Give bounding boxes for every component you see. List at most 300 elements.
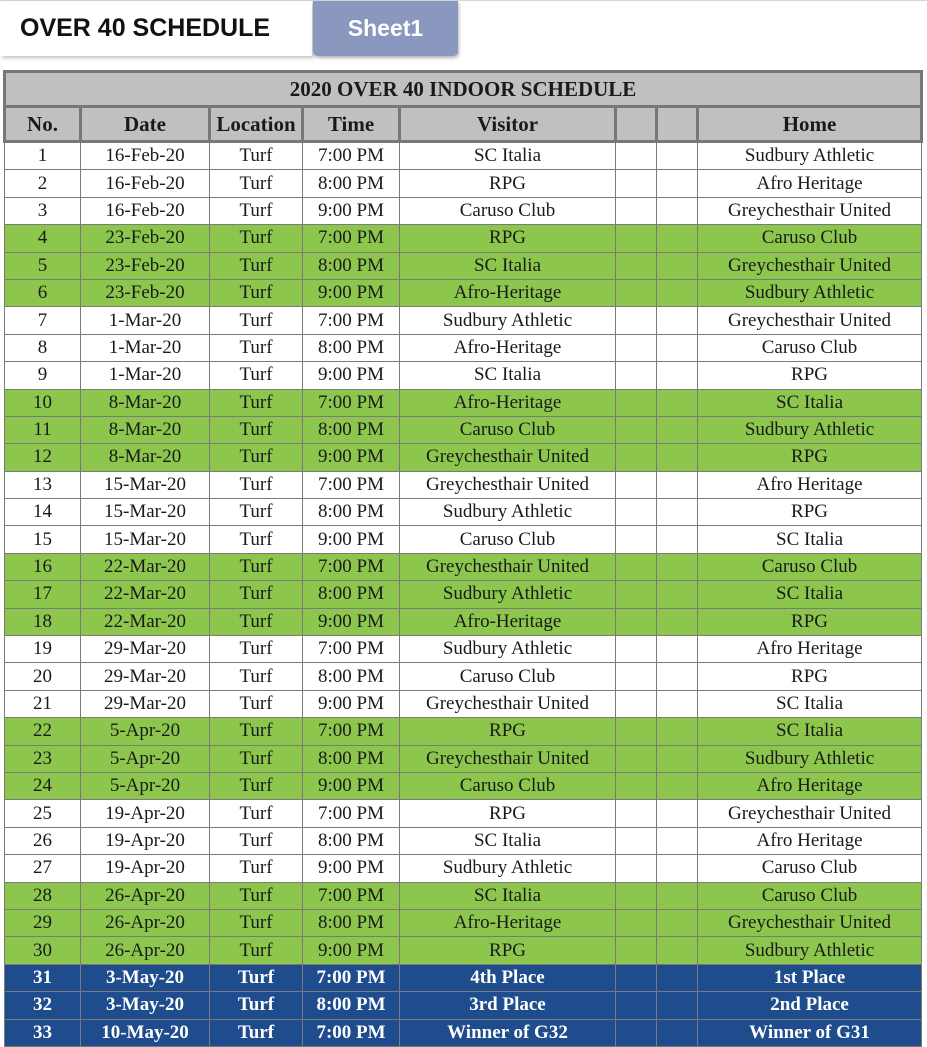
cell-visitor[interactable]: Caruso Club [400, 526, 616, 553]
cell-location[interactable]: Turf [210, 964, 303, 991]
cell-visitor[interactable]: Greychesthair United [400, 553, 616, 580]
cell-blank-1[interactable] [616, 252, 657, 279]
cell-time[interactable]: 7:00 PM [303, 142, 400, 170]
cell-time[interactable]: 8:00 PM [303, 416, 400, 443]
cell-blank-1[interactable] [616, 581, 657, 608]
cell-location[interactable]: Turf [210, 718, 303, 745]
cell-location[interactable]: Turf [210, 663, 303, 690]
cell-time[interactable]: 9:00 PM [303, 855, 400, 882]
cell-location[interactable]: Turf [210, 553, 303, 580]
table-row [5, 772, 922, 799]
cell-location[interactable]: Turf [210, 225, 303, 252]
cell-no[interactable]: 3 [5, 197, 81, 224]
cell-visitor[interactable]: Greychesthair United [400, 690, 616, 717]
cell-home[interactable]: RPG [698, 362, 922, 389]
header-blank-1[interactable] [616, 107, 657, 142]
cell-blank-2[interactable] [657, 444, 698, 471]
cell-time[interactable]: 8:00 PM [303, 581, 400, 608]
cell-visitor[interactable]: Afro-Heritage [400, 279, 616, 306]
cell-visitor[interactable]: Caruso Club [400, 416, 616, 443]
table-row [5, 909, 922, 936]
cell-location[interactable]: Turf [210, 800, 303, 827]
sheet-tab-bar [0, 0, 927, 59]
cell-blank-2[interactable] [657, 937, 698, 964]
cell-visitor[interactable]: Afro-Heritage [400, 389, 616, 416]
cell-blank-1[interactable] [616, 553, 657, 580]
schedule-table [3, 70, 923, 1047]
cell-no[interactable]: 32 [5, 992, 81, 1019]
cell-date[interactable]: 26-Apr-20 [81, 937, 210, 964]
cell-date[interactable]: 16-Feb-20 [81, 170, 210, 197]
cell-blank-2[interactable] [657, 772, 698, 799]
cell-home[interactable]: Afro Heritage [698, 827, 922, 854]
cell-date[interactable]: 29-Mar-20 [81, 636, 210, 663]
cell-location[interactable]: Turf [210, 745, 303, 772]
table-row [5, 964, 922, 991]
cell-date[interactable]: 1-Mar-20 [81, 362, 210, 389]
cell-home[interactable]: 1st Place [698, 964, 922, 991]
cell-home[interactable]: Caruso Club [698, 225, 922, 252]
cell-location[interactable]: Turf [210, 362, 303, 389]
cell-date[interactable]: 29-Mar-20 [81, 690, 210, 717]
table-title[interactable]: 2020 OVER 40 INDOOR SCHEDULE [5, 72, 922, 107]
cell-home[interactable]: Greychesthair United [698, 307, 922, 334]
table-row [5, 362, 922, 389]
cell-date[interactable]: 5-Apr-20 [81, 772, 210, 799]
cell-no[interactable]: 31 [5, 964, 81, 991]
cell-time[interactable]: 9:00 PM [303, 608, 400, 635]
cell-no[interactable]: 5 [5, 252, 81, 279]
cell-blank-1[interactable] [616, 772, 657, 799]
cell-blank-2[interactable] [657, 882, 698, 909]
cell-date[interactable]: 15-Mar-20 [81, 499, 210, 526]
cell-location[interactable]: Turf [210, 909, 303, 936]
cell-blank-1[interactable] [616, 307, 657, 334]
header-home[interactable]: Home [698, 107, 922, 142]
cell-visitor[interactable]: Afro-Heritage [400, 608, 616, 635]
table-row [5, 197, 922, 224]
cell-blank-2[interactable] [657, 992, 698, 1019]
cell-date[interactable]: 8-Mar-20 [81, 416, 210, 443]
cell-time[interactable]: 8:00 PM [303, 827, 400, 854]
cell-blank-1[interactable] [616, 471, 657, 498]
cell-no[interactable]: 10 [5, 389, 81, 416]
cell-date[interactable]: 23-Feb-20 [81, 252, 210, 279]
cell-no[interactable]: 22 [5, 718, 81, 745]
cell-time[interactable]: 8:00 PM [303, 909, 400, 936]
cell-home[interactable]: Caruso Club [698, 855, 922, 882]
cell-date[interactable]: 19-Apr-20 [81, 855, 210, 882]
table-row [5, 690, 922, 717]
cell-visitor[interactable]: Caruso Club [400, 197, 616, 224]
cell-date[interactable]: 1-Mar-20 [81, 307, 210, 334]
cell-blank-2[interactable] [657, 608, 698, 635]
cell-location[interactable]: Turf [210, 1019, 303, 1046]
cell-date[interactable]: 1-Mar-20 [81, 334, 210, 361]
cell-blank-1[interactable] [616, 444, 657, 471]
cell-visitor[interactable]: Sudbury Athletic [400, 499, 616, 526]
cell-location[interactable]: Turf [210, 636, 303, 663]
cell-visitor[interactable]: Caruso Club [400, 663, 616, 690]
cell-time[interactable]: 8:00 PM [303, 334, 400, 361]
cell-location[interactable]: Turf [210, 389, 303, 416]
cell-visitor[interactable]: Greychesthair United [400, 745, 616, 772]
cell-no[interactable]: 33 [5, 1019, 81, 1046]
table-row [5, 279, 922, 306]
cell-home[interactable]: Afro Heritage [698, 772, 922, 799]
cell-date[interactable]: 8-Mar-20 [81, 389, 210, 416]
cell-location[interactable]: Turf [210, 772, 303, 799]
cell-blank-1[interactable] [616, 992, 657, 1019]
cell-location[interactable]: Turf [210, 855, 303, 882]
table-row [5, 827, 922, 854]
cell-date[interactable]: 22-Mar-20 [81, 581, 210, 608]
cell-blank-1[interactable] [616, 499, 657, 526]
cell-home[interactable]: Greychesthair United [698, 252, 922, 279]
cell-date[interactable]: 29-Mar-20 [81, 663, 210, 690]
cell-home[interactable]: Caruso Club [698, 882, 922, 909]
cell-home[interactable]: Sudbury Athletic [698, 937, 922, 964]
cell-no[interactable]: 25 [5, 800, 81, 827]
cell-no[interactable]: 28 [5, 882, 81, 909]
cell-blank-2[interactable] [657, 307, 698, 334]
cell-no[interactable]: 9 [5, 362, 81, 389]
cell-no[interactable]: 23 [5, 745, 81, 772]
cell-no[interactable]: 13 [5, 471, 81, 498]
cell-date[interactable]: 8-Mar-20 [81, 444, 210, 471]
cell-time[interactable]: 7:00 PM [303, 553, 400, 580]
cell-no[interactable]: 1 [5, 142, 81, 170]
cell-home[interactable]: Greychesthair United [698, 909, 922, 936]
cell-blank-1[interactable] [616, 334, 657, 361]
cell-time[interactable]: 7:00 PM [303, 307, 400, 334]
cell-home[interactable]: Afro Heritage [698, 636, 922, 663]
cell-blank-1[interactable] [616, 279, 657, 306]
cell-home[interactable]: Winner of G31 [698, 1019, 922, 1046]
cell-blank-1[interactable] [616, 964, 657, 991]
table-row [5, 800, 922, 827]
table-row [5, 718, 922, 745]
cell-blank-2[interactable] [657, 225, 698, 252]
cell-location[interactable]: Turf [210, 307, 303, 334]
cell-visitor[interactable]: Sudbury Athletic [400, 581, 616, 608]
header-blank-2[interactable] [657, 107, 698, 142]
tab-sheet1[interactable]: Sheet1 [313, 1, 458, 56]
cell-time[interactable]: 9:00 PM [303, 937, 400, 964]
cell-time[interactable]: 9:00 PM [303, 197, 400, 224]
cell-blank-1[interactable] [616, 663, 657, 690]
table-row [5, 937, 922, 964]
cell-home[interactable]: RPG [698, 663, 922, 690]
cell-blank-2[interactable] [657, 581, 698, 608]
cell-no[interactable]: 11 [5, 416, 81, 443]
cell-location[interactable]: Turf [210, 471, 303, 498]
cell-location[interactable]: Turf [210, 992, 303, 1019]
cell-blank-1[interactable] [616, 1019, 657, 1046]
header-visitor[interactable]: Visitor [400, 107, 616, 142]
cell-location[interactable]: Turf [210, 170, 303, 197]
cell-blank-2[interactable] [657, 279, 698, 306]
cell-date[interactable]: 3-May-20 [81, 964, 210, 991]
cell-visitor[interactable]: SC Italia [400, 142, 616, 170]
cell-date[interactable]: 22-Mar-20 [81, 608, 210, 635]
cell-time[interactable]: 8:00 PM [303, 745, 400, 772]
cell-home[interactable]: RPG [698, 444, 922, 471]
cell-location[interactable]: Turf [210, 690, 303, 717]
cell-no[interactable]: 8 [5, 334, 81, 361]
cell-date[interactable]: 15-Mar-20 [81, 471, 210, 498]
cell-time[interactable]: 8:00 PM [303, 499, 400, 526]
cell-time[interactable]: 7:00 PM [303, 800, 400, 827]
cell-time[interactable]: 9:00 PM [303, 526, 400, 553]
cell-blank-1[interactable] [616, 636, 657, 663]
table-row [5, 307, 922, 334]
cell-time[interactable]: 7:00 PM [303, 718, 400, 745]
cell-blank-2[interactable] [657, 1019, 698, 1046]
cell-visitor[interactable]: 3rd Place [400, 992, 616, 1019]
cell-home[interactable]: Afro Heritage [698, 471, 922, 498]
header-date[interactable]: Date [81, 107, 210, 142]
cell-no[interactable]: 14 [5, 499, 81, 526]
cell-time[interactable]: 8:00 PM [303, 992, 400, 1019]
cell-no[interactable]: 15 [5, 526, 81, 553]
table-row [5, 444, 922, 471]
cell-visitor[interactable]: RPG [400, 718, 616, 745]
cell-location[interactable]: Turf [210, 279, 303, 306]
cell-blank-2[interactable] [657, 800, 698, 827]
cell-blank-1[interactable] [616, 362, 657, 389]
cell-no[interactable]: 17 [5, 581, 81, 608]
cell-blank-2[interactable] [657, 471, 698, 498]
cell-time[interactable]: 7:00 PM [303, 882, 400, 909]
cell-no[interactable]: 16 [5, 553, 81, 580]
cell-home[interactable]: Caruso Club [698, 334, 922, 361]
cell-no[interactable]: 6 [5, 279, 81, 306]
cell-time[interactable]: 7:00 PM [303, 1019, 400, 1046]
cell-location[interactable]: Turf [210, 416, 303, 443]
cell-home[interactable]: Caruso Club [698, 553, 922, 580]
cell-home[interactable]: Sudbury Athletic [698, 142, 922, 170]
cell-blank-1[interactable] [616, 937, 657, 964]
cell-blank-1[interactable] [616, 855, 657, 882]
cell-blank-2[interactable] [657, 909, 698, 936]
cell-blank-1[interactable] [616, 608, 657, 635]
cell-blank-2[interactable] [657, 499, 698, 526]
cell-blank-2[interactable] [657, 663, 698, 690]
cell-visitor[interactable]: Sudbury Athletic [400, 307, 616, 334]
header-time[interactable]: Time [303, 107, 400, 142]
cell-blank-2[interactable] [657, 197, 698, 224]
cell-no[interactable]: 27 [5, 855, 81, 882]
cell-visitor[interactable]: Sudbury Athletic [400, 855, 616, 882]
cell-visitor[interactable]: RPG [400, 937, 616, 964]
cell-home[interactable]: 2nd Place [698, 992, 922, 1019]
cell-location[interactable]: Turf [210, 499, 303, 526]
cell-visitor[interactable]: RPG [400, 225, 616, 252]
cell-location[interactable]: Turf [210, 142, 303, 170]
cell-blank-1[interactable] [616, 389, 657, 416]
cell-location[interactable]: Turf [210, 444, 303, 471]
cell-no[interactable]: 21 [5, 690, 81, 717]
header-location[interactable]: Location [210, 107, 303, 142]
cell-home[interactable]: Afro Heritage [698, 170, 922, 197]
cell-blank-1[interactable] [616, 416, 657, 443]
cell-visitor[interactable]: Sudbury Athletic [400, 636, 616, 663]
cell-visitor[interactable]: Caruso Club [400, 772, 616, 799]
cell-blank-2[interactable] [657, 553, 698, 580]
cell-date[interactable]: 19-Apr-20 [81, 800, 210, 827]
cell-date[interactable]: 26-Apr-20 [81, 909, 210, 936]
cell-visitor[interactable]: Greychesthair United [400, 471, 616, 498]
cell-time[interactable]: 7:00 PM [303, 225, 400, 252]
cell-home[interactable]: RPG [698, 608, 922, 635]
cell-visitor[interactable]: SC Italia [400, 362, 616, 389]
cell-blank-2[interactable] [657, 690, 698, 717]
cell-visitor[interactable]: SC Italia [400, 882, 616, 909]
cell-location[interactable]: Turf [210, 197, 303, 224]
cell-blank-1[interactable] [616, 690, 657, 717]
cell-time[interactable]: 8:00 PM [303, 252, 400, 279]
cell-home[interactable]: SC Italia [698, 690, 922, 717]
cell-visitor[interactable]: SC Italia [400, 252, 616, 279]
table-row [5, 225, 922, 252]
cell-no[interactable]: 19 [5, 636, 81, 663]
table-row [5, 553, 922, 580]
cell-home[interactable]: SC Italia [698, 389, 922, 416]
cell-location[interactable]: Turf [210, 882, 303, 909]
cell-blank-1[interactable] [616, 142, 657, 170]
cell-date[interactable]: 22-Mar-20 [81, 553, 210, 580]
cell-blank-1[interactable] [616, 745, 657, 772]
cell-home[interactable]: RPG [698, 499, 922, 526]
cell-blank-2[interactable] [657, 362, 698, 389]
cell-time[interactable]: 8:00 PM [303, 663, 400, 690]
cell-no[interactable]: 26 [5, 827, 81, 854]
cell-blank-2[interactable] [657, 745, 698, 772]
cell-blank-1[interactable] [616, 827, 657, 854]
table-row [5, 745, 922, 772]
cell-visitor[interactable]: Afro-Heritage [400, 909, 616, 936]
cell-home[interactable]: SC Italia [698, 718, 922, 745]
cell-date[interactable]: 5-Apr-20 [81, 718, 210, 745]
cell-date[interactable]: 19-Apr-20 [81, 827, 210, 854]
cell-date[interactable]: 10-May-20 [81, 1019, 210, 1046]
cell-blank-2[interactable] [657, 170, 698, 197]
cell-blank-2[interactable] [657, 636, 698, 663]
cell-visitor[interactable]: 4th Place [400, 964, 616, 991]
cell-visitor[interactable]: SC Italia [400, 827, 616, 854]
cell-location[interactable]: Turf [210, 526, 303, 553]
cell-no[interactable]: 20 [5, 663, 81, 690]
cell-blank-1[interactable] [616, 800, 657, 827]
cell-location[interactable]: Turf [210, 937, 303, 964]
cell-no[interactable]: 2 [5, 170, 81, 197]
cell-location[interactable]: Turf [210, 252, 303, 279]
cell-home[interactable]: SC Italia [698, 581, 922, 608]
table-row [5, 416, 922, 443]
cell-time[interactable]: 9:00 PM [303, 772, 400, 799]
cell-visitor[interactable]: RPG [400, 170, 616, 197]
cell-visitor[interactable]: RPG [400, 800, 616, 827]
cell-no[interactable]: 18 [5, 608, 81, 635]
cell-date[interactable]: 23-Feb-20 [81, 225, 210, 252]
cell-time[interactable]: 8:00 PM [303, 170, 400, 197]
spreadsheet-grid [3, 70, 920, 1047]
cell-location[interactable]: Turf [210, 334, 303, 361]
cell-visitor[interactable]: Winner of G32 [400, 1019, 616, 1046]
cell-time[interactable]: 9:00 PM [303, 690, 400, 717]
cell-visitor[interactable]: Greychesthair United [400, 444, 616, 471]
cell-blank-1[interactable] [616, 882, 657, 909]
cell-blank-2[interactable] [657, 855, 698, 882]
cell-blank-2[interactable] [657, 389, 698, 416]
cell-no[interactable]: 12 [5, 444, 81, 471]
cell-home[interactable]: Greychesthair United [698, 197, 922, 224]
cell-visitor[interactable]: Afro-Heritage [400, 334, 616, 361]
cell-blank-1[interactable] [616, 170, 657, 197]
cell-date[interactable]: 23-Feb-20 [81, 279, 210, 306]
cell-location[interactable]: Turf [210, 581, 303, 608]
cell-blank-2[interactable] [657, 142, 698, 170]
cell-home[interactable]: Sudbury Athletic [698, 745, 922, 772]
cell-no[interactable]: 7 [5, 307, 81, 334]
cell-no[interactable]: 29 [5, 909, 81, 936]
cell-home[interactable]: Greychesthair United [698, 800, 922, 827]
cell-time[interactable]: 7:00 PM [303, 471, 400, 498]
cell-date[interactable]: 15-Mar-20 [81, 526, 210, 553]
cell-no[interactable]: 30 [5, 937, 81, 964]
cell-blank-1[interactable] [616, 526, 657, 553]
table-row [5, 636, 922, 663]
table-row [5, 581, 922, 608]
cell-blank-2[interactable] [657, 252, 698, 279]
cell-blank-2[interactable] [657, 526, 698, 553]
cell-blank-2[interactable] [657, 718, 698, 745]
table-row [5, 855, 922, 882]
header-no[interactable]: No. [5, 107, 81, 142]
table-row [5, 389, 922, 416]
cell-blank-2[interactable] [657, 334, 698, 361]
cell-blank-1[interactable] [616, 197, 657, 224]
tab-over-40-schedule[interactable]: OVER 40 SCHEDULE [0, 1, 312, 56]
cell-date[interactable]: 16-Feb-20 [81, 142, 210, 170]
cell-time[interactable]: 7:00 PM [303, 964, 400, 991]
cell-blank-1[interactable] [616, 718, 657, 745]
cell-date[interactable]: 26-Apr-20 [81, 882, 210, 909]
cell-time[interactable]: 9:00 PM [303, 279, 400, 306]
cell-time[interactable]: 7:00 PM [303, 389, 400, 416]
cell-location[interactable]: Turf [210, 608, 303, 635]
table-row [5, 334, 922, 361]
cell-home[interactable]: SC Italia [698, 526, 922, 553]
cell-no[interactable]: 4 [5, 225, 81, 252]
cell-time[interactable]: 9:00 PM [303, 444, 400, 471]
cell-blank-2[interactable] [657, 416, 698, 443]
cell-home[interactable]: Sudbury Athletic [698, 416, 922, 443]
cell-location[interactable]: Turf [210, 827, 303, 854]
cell-date[interactable]: 16-Feb-20 [81, 197, 210, 224]
cell-date[interactable]: 3-May-20 [81, 992, 210, 1019]
cell-blank-2[interactable] [657, 964, 698, 991]
cell-time[interactable]: 9:00 PM [303, 362, 400, 389]
cell-blank-2[interactable] [657, 827, 698, 854]
cell-date[interactable]: 5-Apr-20 [81, 745, 210, 772]
cell-home[interactable]: Sudbury Athletic [698, 279, 922, 306]
cell-no[interactable]: 24 [5, 772, 81, 799]
cell-blank-1[interactable] [616, 225, 657, 252]
cell-blank-1[interactable] [616, 909, 657, 936]
cell-time[interactable]: 7:00 PM [303, 636, 400, 663]
